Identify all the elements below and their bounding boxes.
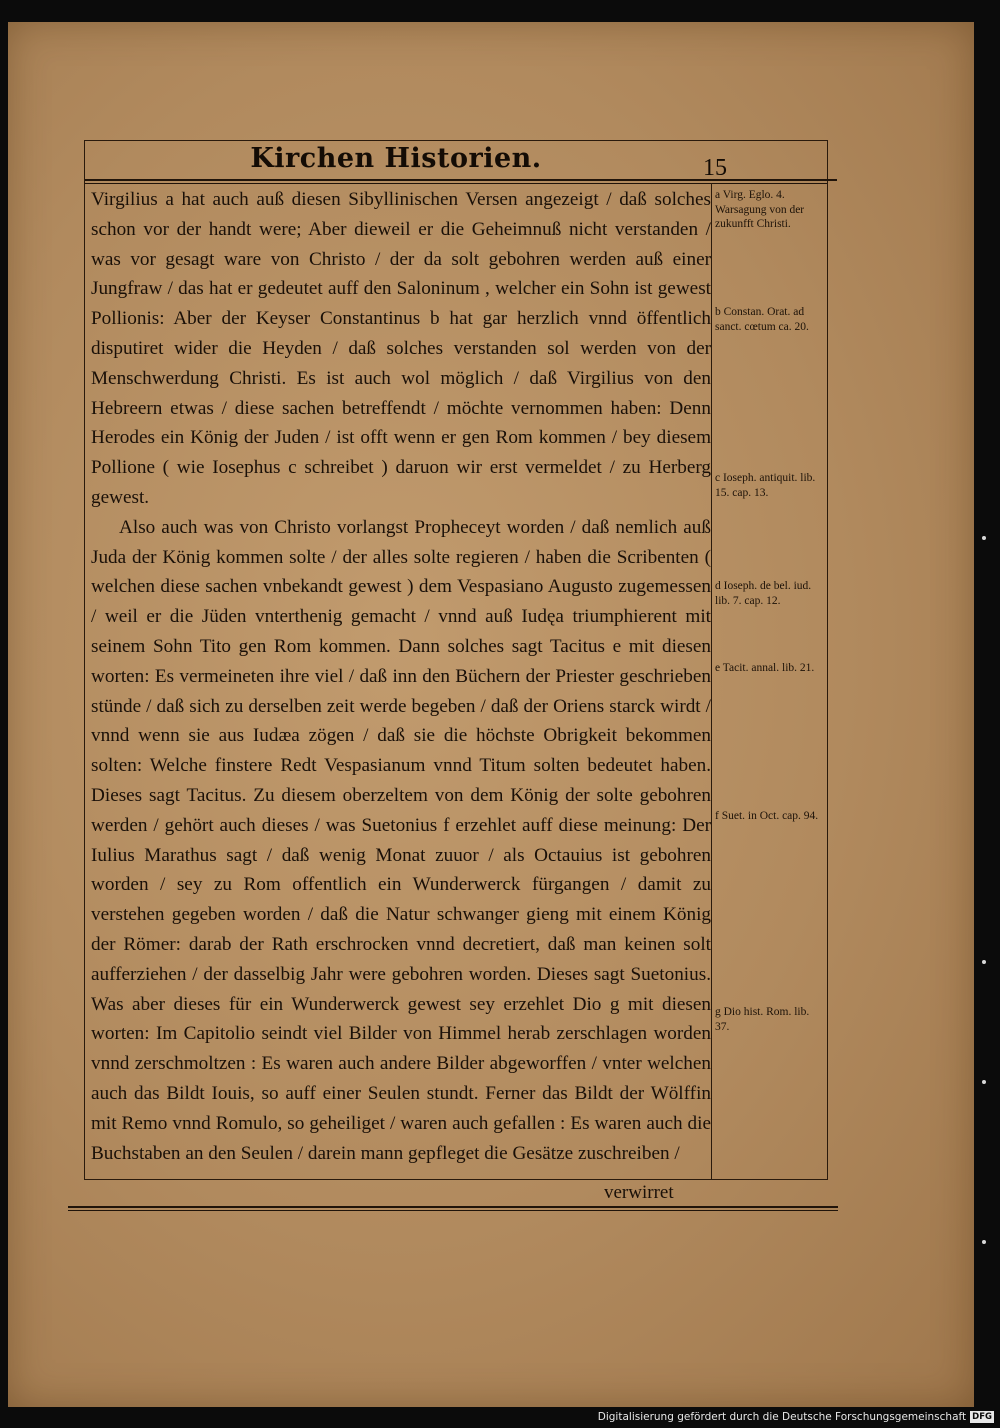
dfg-logo: DFG: [972, 1412, 992, 1422]
body-text: [91, 185, 711, 1168]
book-page: [8, 22, 974, 1407]
margin-note-b: b Constan. Orat. ad sanct. cœtum ca. 20.: [715, 306, 809, 333]
margin-note-g: g Dio hist. Rom. lib. 37.: [715, 1006, 810, 1033]
header-rule: [85, 179, 837, 181]
paragraph: Also auch was von Christo vorlangst Prophecеyt worden / daß nemlich auß Juda der König kommen solte / der alles solte regieren / haben die Scribenten ( welchen diese sachen vnbekandt gewest ) dem Vespasiano Augusto zugemessen / weil er die Jüden vnterthenig gemacht / vnnd auß Iudęa triumphierent mit seinem Sohn Tito gen Rom kommen. Dann solches sagt Tacitus e mit diesen worten: Es vermeineten ihre viel / daß inn den Büchern der Priester geschrieben stünde / daß sich zu derselben zeit werde begeben / daß der Oriens starck wirdt / vnnd wenn sie aus Iudæa zögen / daß sie die höchste Obrigkeit bekommen solten: Welche finstere Redt Vespasianum vnnd Titum solten bedeutet haben. Dieses sagt Tacitus. Zu diesem oberzeltem von dem König der solte gebohren werden / gehört auch dieses / was Suetonius f erzehlet auff diese meinung: Der Iulius Marathus sagt / daß wenig Monat zuuor / als Octauius ist gebohren worden / sey zu Rom offentlich ein Wunderwerck fürgangen / damit zu verstehen gegeben worden / daß die Natur schwanger gieng mit einem König der Römer: darab der Rath erschrocken vnnd decretiert, daß man keinen solt aufferziehen / der dasselbig Jahr were gebohren worden. Dieses sagt Suetonius. Was aber dieses für ein Wunderwerck gewest sey erzehlet Dio g mit diesen worten: Im Capitolio seindt viel Bilder von Himmel herab zerschlagen worden vnnd zerschmoltzen : Es waren auch andere Bilder abgeworffen / vnter welchen auch das Bildt Iouis, so auff einer Seulen stundt. Ferner das Bildt der Wölffin mit Remo vnnd Romulo, so geheiliget / waren auch gefallen : Es waren auch die Buchstaben an den Seulen / darein mann gepfleget die Gesätze zuschreiben /: [91, 516, 711, 1164]
margin-note-f: f Suet. in Oct. cap. 94.: [715, 810, 819, 822]
binding-hole: [982, 960, 986, 964]
header-rule-inner: [85, 183, 827, 184]
catchword: verwirret: [604, 1182, 674, 1203]
binding-hole: [982, 1080, 986, 1084]
running-head: Kirchen Historien.: [250, 143, 542, 174]
margin-note-d: d Ioseph. de bel. iud. lib. 7. cap. 12.: [715, 580, 812, 607]
margin-note-e: e Tacit. annal. lib. 21.: [715, 662, 815, 674]
page-number: 15: [703, 155, 727, 181]
bottom-rule: [68, 1206, 838, 1208]
text-frame: [84, 140, 828, 1180]
digitization-credit: [598, 1410, 994, 1424]
paragraph: Virgilius a hat auch auß diesen Sibyllinischen Versen angezeigt / daß solches schon vor der handt were; Aber dieweil er die Geheimnuß nicht verstanden / was vor gesagt ware von Christo / der da solt gebohren werden auß einer Jungfraw / das hat er gedeutet auff den Saloninum , welcher ein Sohn ist gewest Pollionis: Aber der Keyser Constantinus b hat gar herzlich vnnd öffentlich disputiret wider die Heyden / daß solches verstanden sol werden von der Menschwerdung Christi. Es ist auch wol möglich / daß Virgilius von den Hebreern etwas / diese sachen betreffendt / möchte vernommen haben: Denn Herodes ein König der Juden / ist offt wenn er gen Rom kommen / bey diesem Pollione ( wie Iosephus c schreibet ) daruon wir erst vermeldet / zu Herberg gewest.: [91, 189, 711, 508]
margin-note-a: a Virg. Eglo. 4. Warsagung von der zukunfft Christi.: [715, 189, 805, 230]
margin-note-c: c Ioseph. antiquit. lib. 15. cap. 13.: [715, 472, 816, 499]
bottom-rule-inner: [68, 1210, 838, 1211]
binding-hole: [982, 1240, 986, 1244]
credit-text: Digitalisierung gefördert durch die Deutsche Forschungsgemeinschaft: [597, 1411, 967, 1423]
margin-divider: [711, 183, 712, 1179]
binding-hole: [982, 536, 986, 540]
